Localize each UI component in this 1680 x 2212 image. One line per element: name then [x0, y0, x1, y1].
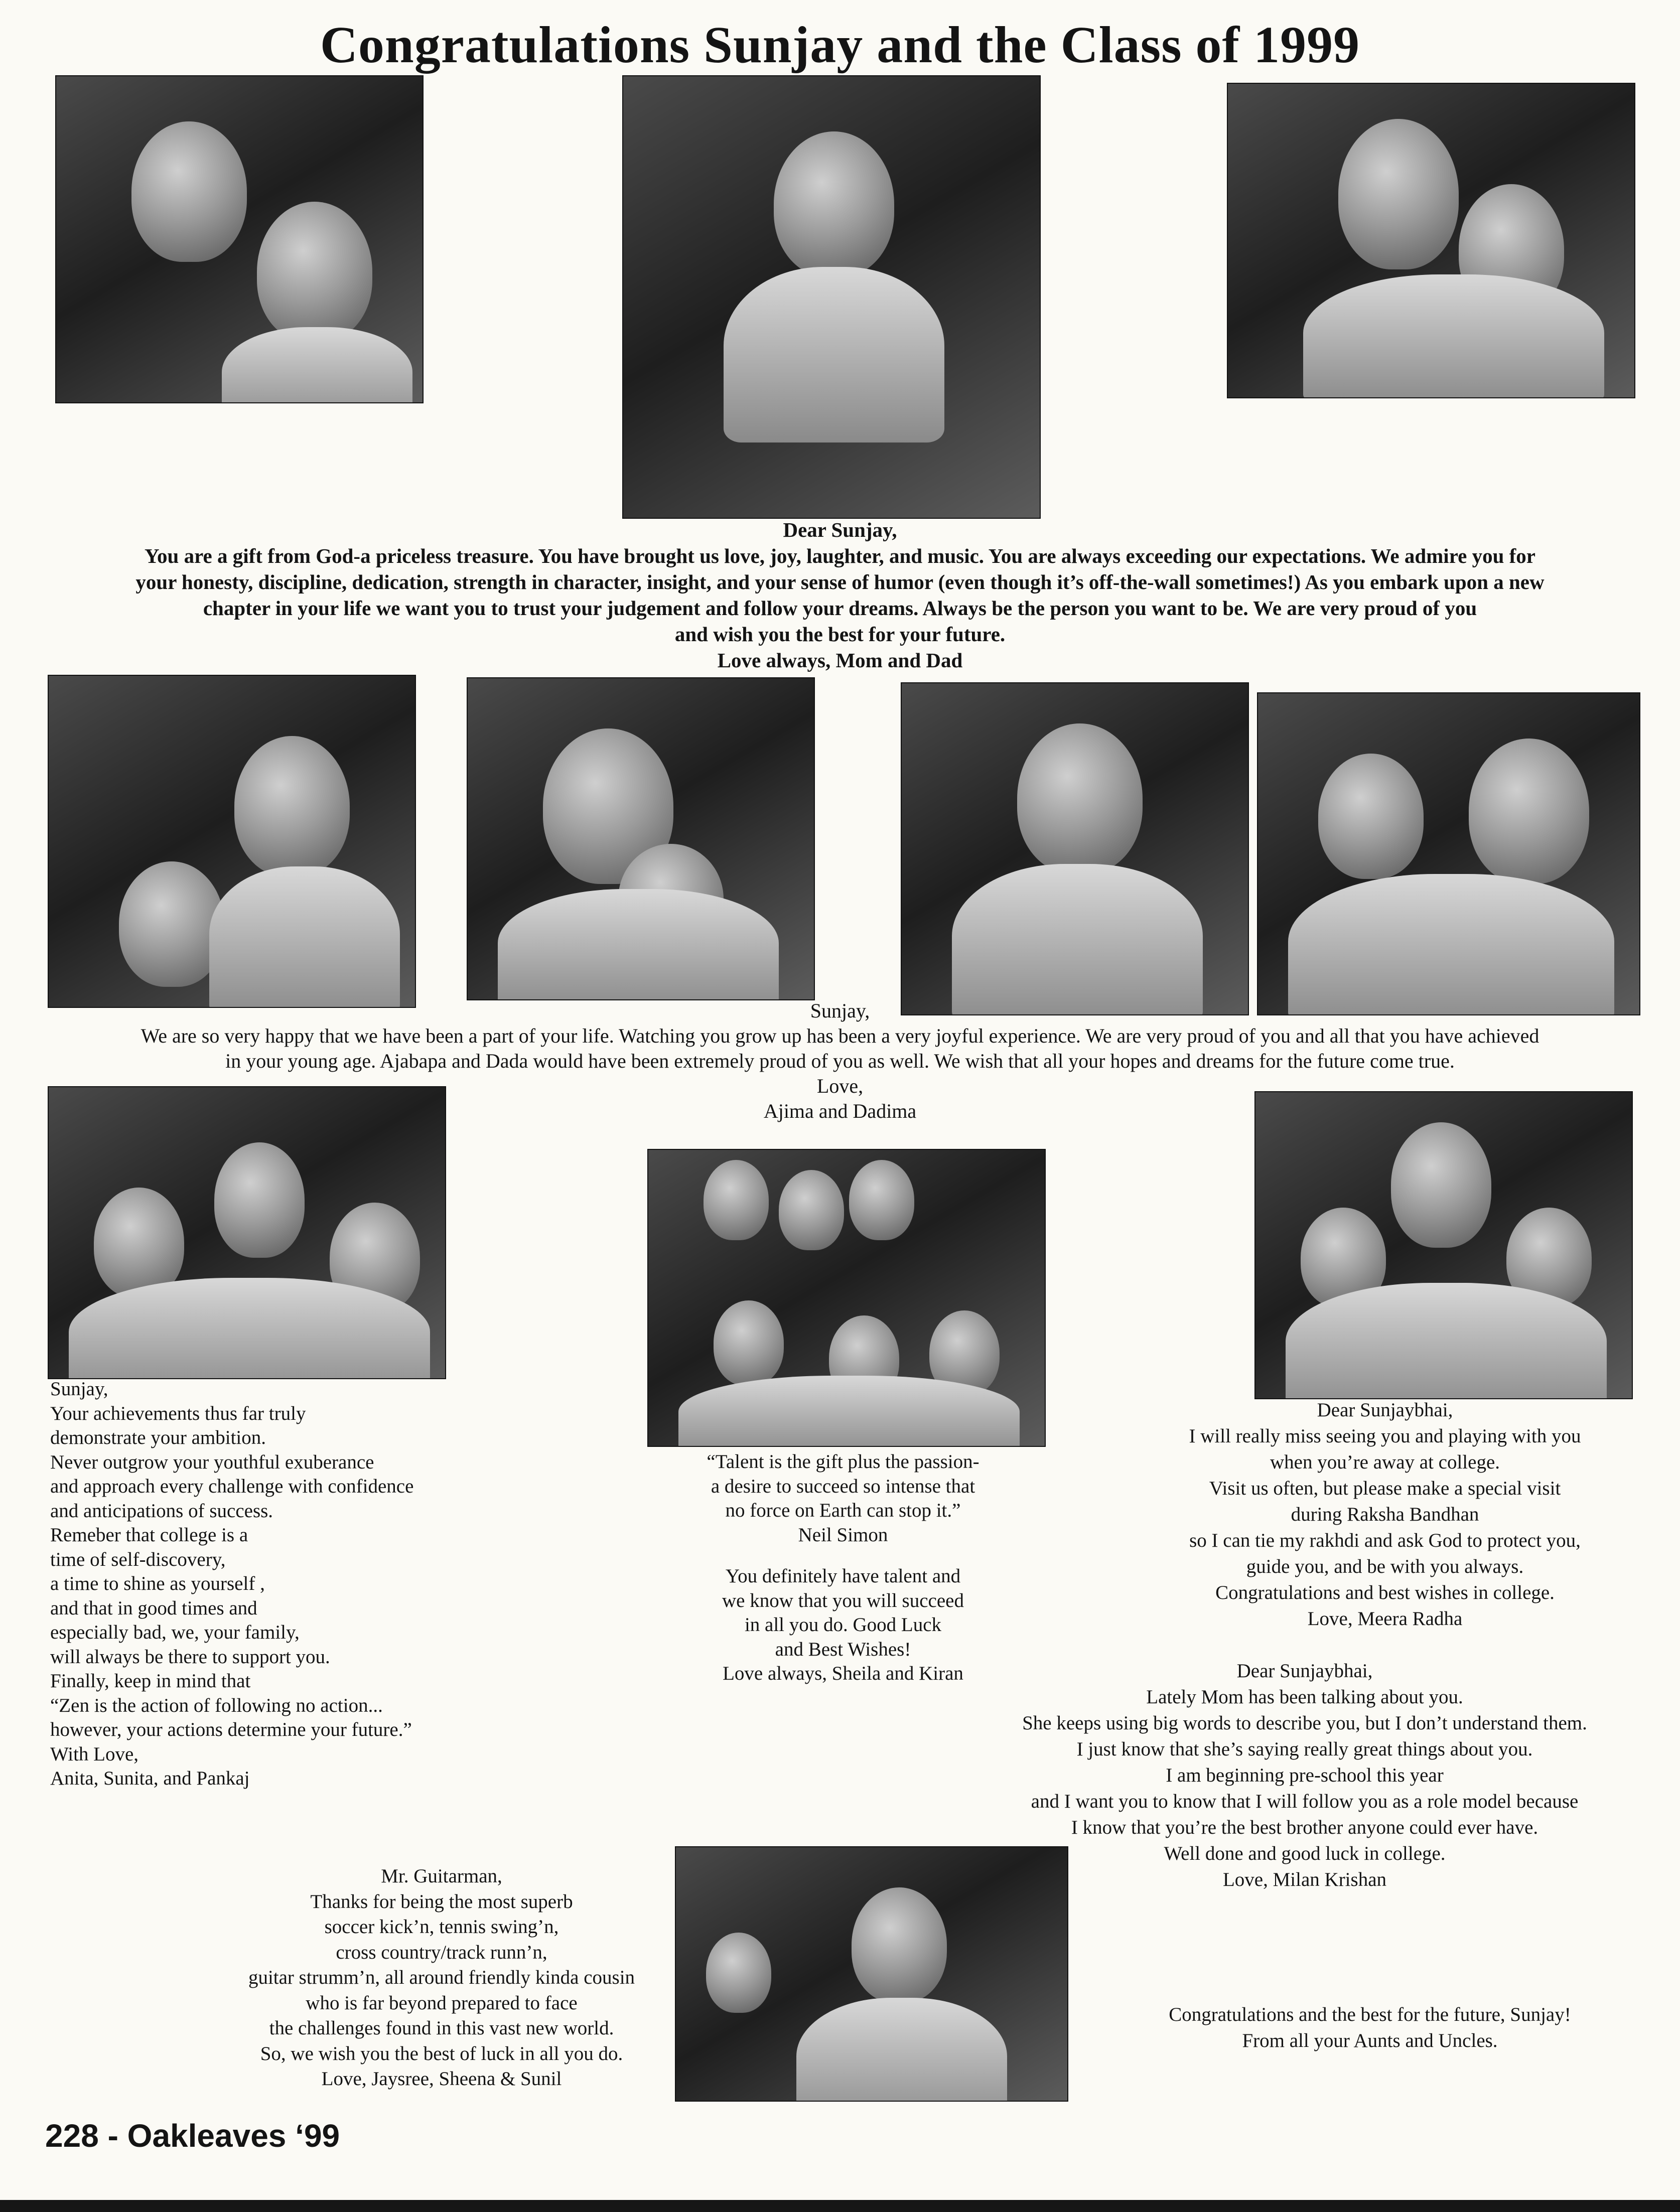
message-line: so I can tie my rakhdi and ask God to protect you,	[1189, 1530, 1581, 1551]
message-line: I know that you’re the best brother anyone could ever have.	[1071, 1817, 1538, 1838]
message-line: You are a gift from God-a priceless treasure. You have brought us love, joy, laughter, and music. You are always exceeding our expectations. We admire you for	[144, 544, 1536, 567]
photo-cousins-group	[647, 1149, 1046, 1447]
sheila-message	[637, 1450, 1049, 1686]
message-line: however, your actions determine your future.”	[50, 1719, 412, 1740]
jaysree-message	[211, 1864, 672, 2092]
aunts-message	[1104, 2002, 1636, 2054]
message-line: Visit us often, but please make a special visit	[1209, 1478, 1561, 1499]
message-line: and wish you the best for your future.	[674, 623, 1006, 646]
message-line: You definitely have talent and	[725, 1565, 961, 1587]
message-line: Sunjay,	[810, 999, 870, 1022]
message-line: Finally, keep in mind that	[50, 1670, 251, 1692]
message-line: who is far beyond prepared to face	[306, 1992, 578, 2014]
message-line: guitar strumm’n, all around friendly kinda cousin	[248, 1967, 635, 1988]
message-line: Love,	[816, 1075, 864, 1097]
message-line: From all your Aunts and Uncles.	[1242, 2030, 1498, 2051]
message-line: time of self-discovery,	[50, 1548, 226, 1570]
message-line: So, we wish you the best of luck in all you do.	[260, 2042, 623, 2064]
quote-line: no force on Earth can stop it.”	[725, 1500, 961, 1521]
message-line: especially bad, we, your family,	[50, 1621, 300, 1643]
message-line: With Love,	[50, 1743, 139, 1765]
message-line: She keeps using big words to describe you, but I don’t understand them.	[1022, 1712, 1587, 1734]
message-line: Love, Milan Krishan	[1222, 1869, 1386, 1890]
message-line: Dear Sunjaybhai,	[1317, 1399, 1453, 1421]
message-line: your honesty, discipline, dedication, strength in character, insight, and your sense of humor (even though it’s off-the-wall sometimes!) As you embark upon a new	[135, 570, 1545, 594]
message-line: in all you do. Good Luck	[744, 1614, 942, 1636]
message-line: I am beginning pre-school this year	[1166, 1764, 1444, 1786]
message-line: Well done and good luck in college.	[1164, 1843, 1446, 1864]
message-line: a time to shine as yourself ,	[50, 1573, 265, 1594]
message-line: demonstrate your ambition.	[50, 1427, 266, 1448]
message-line: will always be there to support you.	[50, 1646, 330, 1668]
message-line: chapter in your life we want you to trust your judgement and follow your dreams. Always be the person you want to be. We are very proud of you	[203, 597, 1477, 620]
message-line: Mr. Guitarman,	[381, 1865, 502, 1887]
photo-father-and-son	[1227, 83, 1635, 398]
message-line: and anticipations of success.	[50, 1500, 273, 1522]
photo-grandfather-portrait	[901, 682, 1249, 1015]
message-line: Never outgrow your youthful exuberance	[50, 1451, 374, 1473]
message-line: Your achievements thus far truly	[50, 1402, 306, 1424]
page-footer: 228 - Oakleaves ‘99	[45, 2118, 340, 2154]
message-line: and I want you to know that I will follow you as a role model because	[1031, 1791, 1579, 1812]
message-line: Love always, Sheila and Kiran	[723, 1663, 963, 1684]
message-line: Love always, Mom and Dad	[717, 649, 963, 672]
photo-grandfather-with-baby	[467, 677, 815, 1000]
photo-guitarman	[675, 1846, 1068, 2102]
message-line: Love, Meera Radha	[1307, 1608, 1463, 1630]
page-title: Congratulations Sunjay and the Class of 1999	[320, 16, 1360, 74]
message-line: Congratulations and the best for the future, Sunjay!	[1169, 2004, 1571, 2025]
message-line: I just know that she’s saying really great things about you.	[1076, 1738, 1533, 1760]
photo-grandmother-with-toddler	[1257, 692, 1640, 1015]
message-line: during Raksha Bandhan	[1291, 1504, 1479, 1525]
photo-toddler-portrait	[622, 75, 1041, 519]
message-line: Lately Mom has been talking about you.	[1146, 1686, 1463, 1708]
quote-line: “Talent is the gift plus the passion-	[707, 1451, 979, 1472]
message-line: Sunjay,	[50, 1378, 108, 1400]
message-line: the challenges found in this vast new world.	[269, 2017, 614, 2039]
message-line: Dear Sunjay,	[783, 518, 897, 541]
message-line: Ajima and Dadima	[763, 1100, 917, 1122]
message-line: Remeber that college is a	[50, 1524, 248, 1546]
message-line: Dear Sunjaybhai,	[1236, 1660, 1373, 1682]
message-line: “Zen is the action of following no action...	[50, 1694, 383, 1716]
message-line: when you’re away at college.	[1270, 1451, 1500, 1473]
bottom-border	[0, 2200, 1680, 2212]
photo-siblings	[1254, 1091, 1633, 1399]
message-line: we know that you will succeed	[722, 1589, 964, 1611]
message-line: and that in good times and	[50, 1597, 257, 1619]
message-line: Congratulations and best wishes in college.	[1215, 1582, 1555, 1603]
meera-message	[1124, 1397, 1646, 1632]
quote-line: a desire to succeed so intense that	[711, 1475, 975, 1497]
message-line: guide you, and be with you always.	[1246, 1556, 1524, 1577]
anita-message	[50, 1377, 502, 1791]
photo-anita-sunita-pankaj	[48, 1086, 446, 1379]
message-line: I will really miss seeing you and playing with you	[1189, 1425, 1581, 1447]
message-line: We are so very happy that we have been a part of your life. Watching you grow up has been a very joyful experience. We are very proud of you and all that you have achieved	[141, 1024, 1539, 1047]
message-line: Love, Jaysree, Sheena & Sunil	[321, 2068, 562, 2090]
message-line: in your young age. Ajabapa and Dada would have been extremely proud of you as well. We wish that all your hopes and dreams for the future come true.	[225, 1050, 1455, 1072]
photo-mother-and-son	[55, 75, 424, 403]
message-line: Thanks for being the most superb	[310, 1890, 573, 1912]
photo-grandmother-with-baby	[48, 675, 416, 1008]
message-line: cross country/track runn’n,	[336, 1941, 547, 1963]
parents-message	[40, 517, 1640, 673]
message-line: soccer kick’n, tennis swing’n,	[324, 1916, 559, 1938]
quote-author: Neil Simon	[798, 1524, 888, 1546]
message-line: and approach every challenge with confidence	[50, 1476, 414, 1497]
message-line: and Best Wishes!	[775, 1638, 911, 1660]
message-line: Anita, Sunita, and Pankaj	[50, 1767, 250, 1789]
